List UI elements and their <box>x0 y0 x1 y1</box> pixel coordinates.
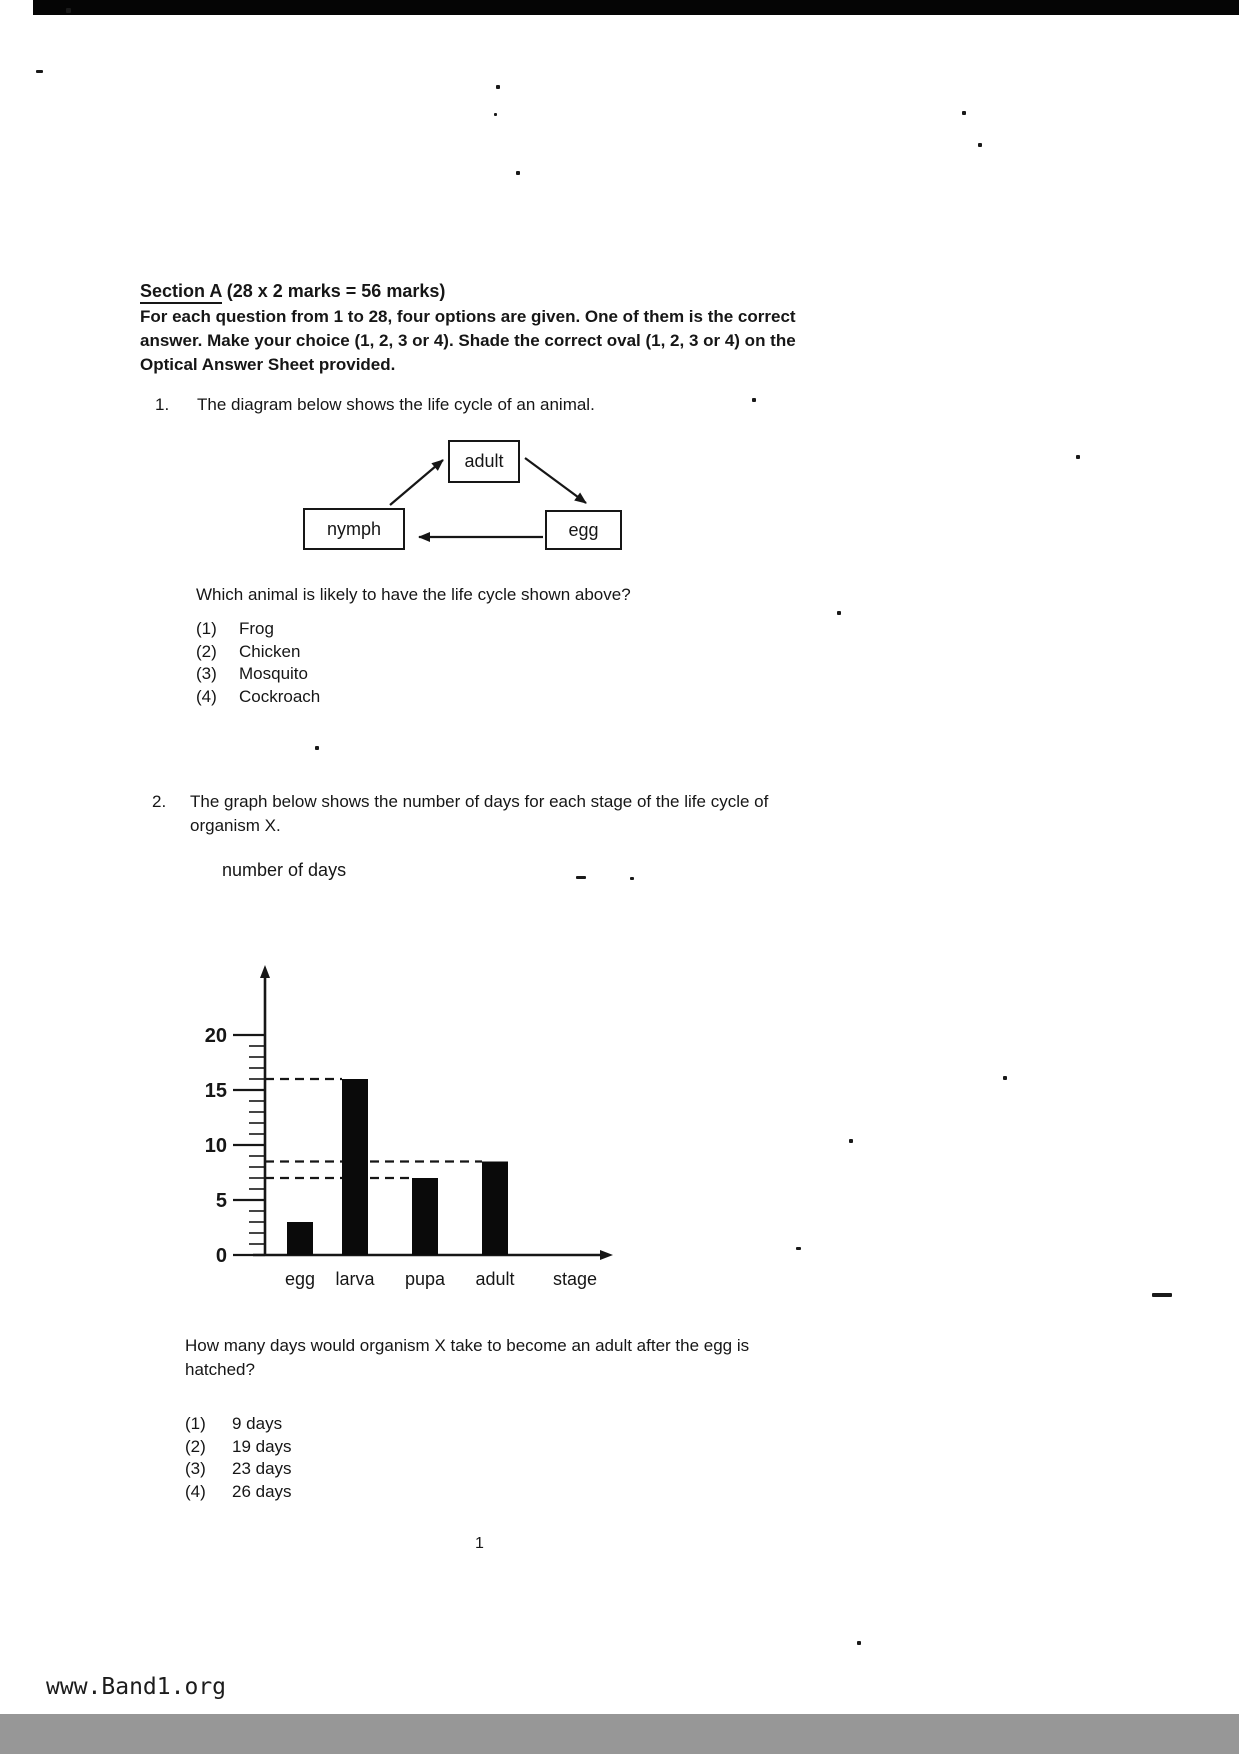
scan-edge-bar <box>33 0 1239 15</box>
q2-question-line: How many days would organism X take to become an adult after the egg is <box>185 1336 750 1355</box>
instruction-line: Optical Answer Sheet provided. <box>140 355 396 374</box>
scan-speck <box>66 8 71 13</box>
option-label: Cockroach <box>239 686 321 706</box>
x-axis-arrowhead <box>600 1250 613 1260</box>
instruction-line: For each question from 1 to 28, four options are given. One of them is the correct <box>140 307 796 326</box>
diagram-node-label: adult <box>464 451 504 471</box>
y-tick-label: 0 <box>215 1245 227 1267</box>
page-number: 1 <box>475 1535 484 1552</box>
option-row <box>196 642 320 665</box>
scan-speck <box>1003 1076 1007 1080</box>
option-row <box>196 664 320 687</box>
option-label: Chicken <box>239 641 301 661</box>
scan-speck <box>752 398 756 402</box>
option-number: (3) <box>185 1459 206 1478</box>
q2-stem <box>190 790 768 838</box>
bar-egg <box>287 1222 313 1255</box>
q2-question <box>185 1334 749 1382</box>
q2-options <box>185 1414 292 1504</box>
bar-adult <box>482 1162 508 1256</box>
scan-speck <box>315 746 319 750</box>
arrow-adult-to-egg <box>525 458 586 503</box>
scan-speck <box>516 171 520 175</box>
option-row <box>185 1414 292 1437</box>
bar-larva <box>342 1079 368 1255</box>
x-tick-label: pupa <box>404 1269 446 1289</box>
option-number: (4) <box>196 686 217 706</box>
option-row <box>196 619 320 642</box>
option-row <box>196 687 320 710</box>
option-number: (3) <box>196 664 217 683</box>
q2-question-line: hatched? <box>185 1360 255 1379</box>
x-tick-label: egg <box>284 1269 316 1289</box>
x-tick-label: larva <box>335 1269 375 1289</box>
option-row <box>185 1459 292 1482</box>
option-number: (2) <box>185 1436 206 1456</box>
option-label: 23 days <box>232 1459 292 1478</box>
q2-stem-line: The graph below shows the number of days for each stage of the life cycle of <box>190 792 769 811</box>
scan-speck <box>962 111 966 115</box>
diagram-node-egg <box>545 510 622 550</box>
bar-chart <box>180 850 650 1315</box>
q2-stem-line: organism X. <box>190 816 281 835</box>
option-row <box>185 1437 292 1460</box>
y-tick-label: 5 <box>215 1190 227 1212</box>
scan-speck <box>494 113 497 116</box>
y-tick-label: 15 <box>204 1080 227 1102</box>
x-tick-label: adult <box>475 1269 515 1289</box>
section-title-line <box>140 281 868 302</box>
diagram-node-label: egg <box>568 519 599 540</box>
diagram-node-label: nymph <box>326 518 382 539</box>
y-tick-label: 10 <box>204 1135 227 1157</box>
option-label: Frog <box>239 619 274 638</box>
section-header <box>140 281 868 377</box>
diagram-node-nymph <box>303 508 405 550</box>
section-instructions <box>140 305 868 377</box>
bar-pupa <box>412 1178 438 1255</box>
y-tick-label: 20 <box>204 1025 227 1047</box>
scan-speck <box>837 611 841 615</box>
arrow-nymph-to-adult <box>390 460 443 505</box>
x-axis-title: stage <box>552 1269 598 1289</box>
chart-y-axis-title: number of days <box>222 860 347 880</box>
scan-speck <box>36 70 43 73</box>
option-row <box>185 1482 292 1505</box>
option-number: (2) <box>196 641 217 661</box>
option-number: (4) <box>185 1481 206 1501</box>
option-label: 26 days <box>232 1481 292 1501</box>
instruction-line: answer. Make your choice (1, 2, 3 or 4). Shade the correct oval (1, 2, 3 or 4) on the <box>140 331 796 350</box>
scan-speck <box>1076 455 1080 459</box>
q2-number: 2. <box>152 792 167 811</box>
scan-speck <box>857 1641 861 1645</box>
life-cycle-diagram <box>295 435 645 560</box>
y-axis-arrowhead <box>260 965 270 978</box>
section-title: Section A <box>140 281 222 304</box>
option-label: Mosquito <box>239 664 308 683</box>
footer-bar <box>0 1714 1239 1754</box>
scan-speck <box>796 1247 801 1250</box>
option-label: 19 days <box>232 1436 292 1456</box>
diagram-node-adult <box>448 440 520 483</box>
watermark-text: www.Band1.org <box>46 1674 227 1700</box>
scan-speck <box>1152 1293 1172 1297</box>
scan-speck <box>849 1139 853 1143</box>
q1-options <box>196 619 320 709</box>
option-label: 9 days <box>232 1414 283 1433</box>
scan-speck <box>496 85 500 89</box>
q1-stem: The diagram below shows the life cycle of an animal. <box>197 395 595 414</box>
q1-question: Which animal is likely to have the life cycle shown above? <box>196 585 631 604</box>
option-number: (1) <box>185 1414 206 1433</box>
scan-speck <box>978 143 982 147</box>
section-marks: (28 x 2 marks = 56 marks) <box>226 281 446 301</box>
q1-number: 1. <box>155 395 170 414</box>
option-number: (1) <box>196 619 217 638</box>
